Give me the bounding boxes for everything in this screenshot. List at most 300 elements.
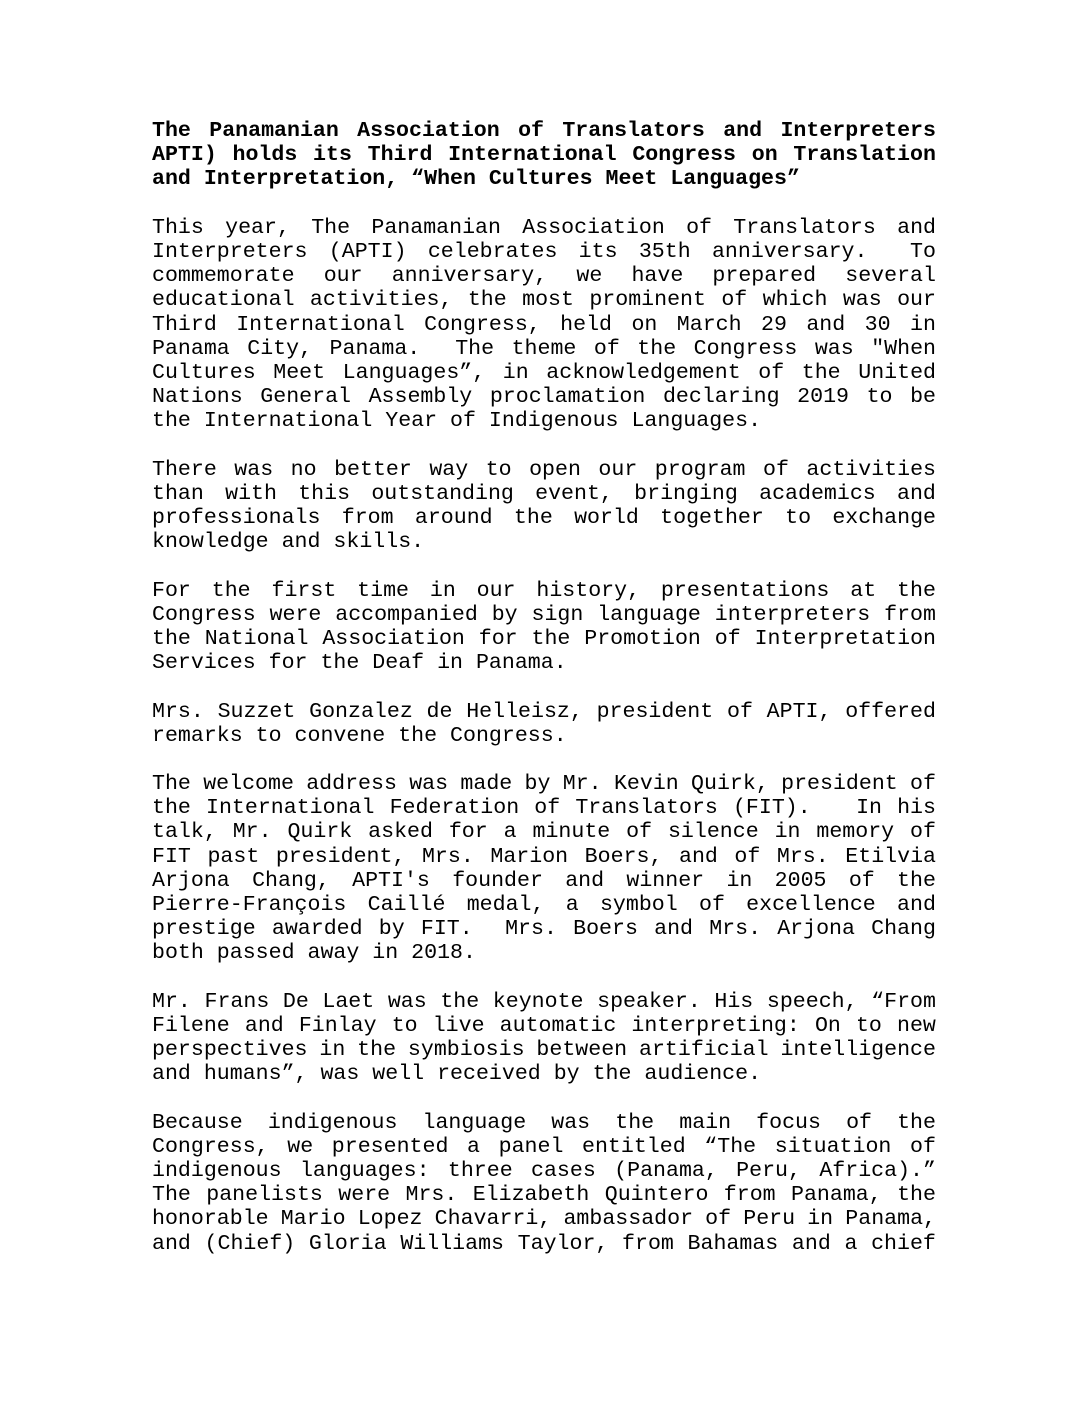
word: of [848, 868, 875, 893]
word: The [152, 1183, 191, 1208]
word: and [152, 1231, 191, 1256]
word: academics [759, 481, 876, 506]
word: Quirk [287, 820, 353, 845]
text-line [152, 216, 936, 240]
word: president [596, 699, 714, 724]
word: of [698, 893, 725, 917]
word: Chang [871, 917, 936, 942]
word: the [801, 360, 841, 385]
word: Etilvia [845, 844, 936, 869]
word: outstanding [371, 481, 514, 506]
word: De [282, 989, 309, 1014]
word: Caillé [367, 893, 446, 917]
word: Translation [793, 143, 936, 168]
word: To [909, 239, 936, 264]
word: declaring [662, 385, 780, 410]
word: in [774, 820, 801, 845]
word: symbiosis [407, 1038, 525, 1063]
word: way [429, 457, 469, 482]
text-line [152, 1111, 936, 1135]
text-line: remarks to convene the Congress. [152, 723, 567, 748]
word: Pierre-François [152, 893, 347, 917]
word: Kevin [613, 772, 679, 797]
word: from [341, 506, 394, 530]
text-line [152, 506, 936, 530]
word: symbol [599, 893, 678, 917]
word: honorable [152, 1207, 269, 1232]
word: to [391, 1013, 418, 1038]
word: anniversary. [711, 239, 868, 264]
word: Boers, [584, 844, 663, 869]
word: Mr. [232, 820, 272, 845]
word: Association [322, 626, 465, 651]
text-line [152, 240, 936, 264]
word: of [593, 336, 620, 361]
word: celebrates [427, 239, 558, 264]
word: situation [774, 1134, 892, 1159]
word: Mrs. [505, 917, 557, 942]
word: of [534, 796, 561, 821]
word: Congress [693, 336, 798, 361]
word: activities [806, 457, 936, 482]
word: de [426, 699, 453, 724]
word: 2005 [774, 868, 827, 893]
word: which [762, 288, 828, 313]
word: past [207, 844, 260, 869]
text-line [152, 869, 936, 893]
word: Chavarri, [434, 1207, 552, 1232]
word: cases [531, 1159, 596, 1184]
word: and [806, 312, 846, 337]
word: Mrs. [709, 917, 762, 942]
text-line [152, 990, 936, 1014]
word: of [910, 772, 936, 797]
word: panel [498, 1134, 564, 1159]
word: with [225, 481, 277, 506]
word: between [536, 1038, 628, 1063]
word: and [791, 1231, 831, 1256]
word: 35th [638, 239, 691, 264]
text-line [152, 288, 936, 312]
word: speech, [766, 989, 858, 1014]
word: sign [531, 602, 584, 627]
word: at [850, 578, 877, 603]
text-line [152, 1183, 936, 1207]
word: welcome [203, 772, 294, 797]
word: in [502, 360, 529, 385]
word: Panamanian [209, 119, 339, 143]
word: be [910, 385, 936, 410]
word: to [785, 506, 812, 530]
word: FIT [152, 844, 191, 869]
word: professionals [152, 506, 321, 530]
word: of [910, 820, 936, 845]
word: Marion [490, 844, 569, 869]
word: language [597, 602, 701, 627]
word: anniversary, [391, 264, 548, 289]
word: of [758, 360, 785, 385]
word: Mrs. [421, 844, 474, 869]
word: Third [367, 143, 433, 168]
paragraph [152, 990, 936, 1087]
word: Boers [573, 917, 638, 942]
word: For [152, 578, 191, 603]
word: commemorate [152, 264, 295, 289]
word: On [814, 1013, 841, 1038]
text-line [152, 796, 936, 820]
word: The [152, 119, 191, 143]
word: Bahamas [687, 1231, 779, 1256]
word: our [476, 578, 516, 603]
word: excellence [746, 893, 876, 917]
word: in [726, 868, 753, 893]
word: of [910, 1134, 936, 1159]
word: Mr. [152, 989, 191, 1014]
word: Africa).” [819, 1159, 936, 1184]
word: silence [667, 820, 759, 845]
word: Congress [152, 602, 256, 627]
word: languages: [299, 1159, 430, 1184]
word: asked [368, 820, 433, 845]
word: and [897, 215, 936, 240]
word: City, [247, 336, 313, 361]
word: on [631, 312, 658, 337]
word: APTI's [352, 868, 430, 893]
word: language [422, 1110, 527, 1135]
word: was [387, 989, 427, 1014]
word: for [448, 820, 488, 845]
paragraph [152, 772, 936, 966]
word: prepared [712, 264, 817, 289]
title-line [152, 143, 936, 167]
word: president, [275, 844, 406, 869]
word: Federation [389, 796, 520, 821]
paragraph [152, 700, 936, 748]
text-line [152, 264, 936, 288]
word: This [152, 215, 204, 240]
word: Panama. [329, 336, 421, 361]
paragraph [152, 1111, 936, 1256]
word: of [714, 626, 741, 651]
word: together [660, 506, 764, 530]
word: the [152, 796, 191, 821]
word: the [440, 989, 480, 1014]
word: to [485, 457, 512, 482]
word: speaker. [597, 989, 701, 1014]
word: interpreting: [631, 1013, 800, 1038]
word: of [518, 119, 544, 143]
word: Elizabeth [472, 1183, 590, 1208]
word: founder [452, 868, 543, 893]
word: three [447, 1159, 513, 1184]
word: Panama, [791, 1183, 882, 1208]
word: of [705, 1207, 732, 1232]
word: The [152, 772, 191, 797]
text-line: both passed away in 2018. [152, 941, 476, 966]
word: “The [704, 1134, 757, 1159]
word: prominent [589, 288, 706, 313]
word: around [414, 506, 493, 530]
text-line: the International Year of Indigenous Languages. [152, 409, 762, 434]
word: was [814, 336, 854, 361]
word: Mr. [562, 772, 602, 797]
word: In [856, 796, 882, 821]
word: Congress, [424, 312, 541, 337]
word: Arjona [152, 868, 230, 893]
word: the [897, 1183, 936, 1208]
word: a [844, 1231, 858, 1256]
word: keynote [492, 989, 584, 1014]
word: by [378, 917, 405, 942]
word: was [234, 457, 274, 482]
word: Meet [273, 360, 326, 385]
title-line: and Interpretation, “When Cultures Meet Languages” [152, 167, 800, 192]
word: bringing [634, 481, 738, 506]
word: of [726, 699, 753, 724]
text-line [152, 1207, 936, 1231]
word: His [714, 989, 754, 1014]
word: Quirk, [691, 772, 769, 797]
word: the [897, 868, 936, 893]
word: talk, [152, 820, 217, 845]
word: indigenous [267, 1110, 398, 1135]
word: of [763, 457, 789, 482]
word: Assembly [368, 385, 473, 410]
word: holds [232, 143, 298, 168]
text-line [152, 458, 936, 482]
word: Translators [562, 119, 705, 143]
word: Peru, [736, 1159, 801, 1184]
word: and [897, 893, 936, 917]
word: Languages”, [342, 360, 486, 385]
word: the [513, 506, 553, 530]
word: event, [535, 481, 613, 506]
word: a [565, 893, 579, 917]
word: and [565, 868, 605, 893]
word: was [409, 772, 449, 797]
word: in [429, 578, 456, 603]
word: held [560, 312, 613, 337]
word: a [467, 1134, 480, 1159]
word: our [323, 264, 363, 289]
word: Laet [322, 989, 375, 1014]
word: Congress, [152, 1134, 269, 1159]
word: (FIT). [732, 796, 811, 821]
word: indigenous [152, 1159, 282, 1184]
word: Gloria [308, 1231, 387, 1256]
word: focus [756, 1110, 821, 1135]
word: educational [152, 288, 295, 313]
word: Association [522, 215, 665, 240]
word: acknowledgement [546, 360, 741, 385]
text-line [152, 579, 936, 603]
text-line [152, 1014, 936, 1038]
word: intelligence [780, 1038, 936, 1063]
word: panelists [206, 1183, 323, 1208]
word: Taylor, [517, 1231, 609, 1256]
word: “From [871, 989, 936, 1014]
word: Nations [152, 385, 243, 410]
word: automatic [499, 1013, 617, 1038]
word: of [721, 288, 748, 313]
word: Quintero [604, 1183, 709, 1208]
word: offered [845, 699, 936, 724]
text-line [152, 893, 936, 917]
word: this [298, 481, 351, 506]
word: was [842, 288, 882, 313]
word: There [152, 457, 217, 482]
text-line [152, 820, 936, 844]
word: The [311, 215, 351, 240]
word: APTI, [766, 699, 832, 724]
word: theme [511, 336, 577, 361]
word: made [460, 772, 513, 797]
word: of [626, 820, 653, 845]
word: (Panama, [614, 1159, 718, 1184]
word: Panama, [845, 1207, 936, 1232]
word: Peru [743, 1207, 796, 1232]
word: world [574, 506, 639, 530]
word: Panama [152, 336, 230, 361]
word: its [578, 239, 618, 264]
title-line [152, 119, 936, 143]
word: medal, [466, 893, 545, 917]
word: have [631, 264, 684, 289]
word: (APTI) [328, 239, 407, 264]
word: time [357, 578, 409, 603]
word: and [723, 119, 763, 143]
document-title [152, 119, 936, 192]
word: Interpreters [780, 119, 936, 143]
paragraph [152, 579, 936, 676]
word: Mrs. [152, 699, 204, 724]
word: new [896, 1013, 936, 1038]
word: its [313, 143, 352, 168]
word: from [622, 1231, 674, 1256]
text-line [152, 603, 936, 627]
word: Interpretation [754, 626, 936, 651]
word: entitled [582, 1134, 686, 1159]
word: FIT. [420, 917, 473, 942]
word: we [576, 264, 603, 289]
word: for [478, 626, 518, 651]
word: a [503, 820, 517, 845]
word: and [897, 481, 936, 506]
word: his [897, 796, 936, 821]
word: of [686, 215, 712, 240]
word: of [734, 844, 761, 869]
word: 2019 [797, 385, 849, 410]
word: Arjona [777, 917, 855, 942]
word: Filene [152, 1013, 230, 1038]
word: chief [871, 1231, 936, 1256]
word: APTI) [152, 143, 217, 168]
word: Association [357, 119, 500, 143]
word: presented [331, 1134, 449, 1159]
word: Mario [280, 1207, 346, 1232]
word: the [531, 626, 571, 651]
word: main [679, 1110, 732, 1135]
word: International [448, 143, 617, 168]
text-line [152, 1159, 936, 1183]
word: Chang, [252, 868, 330, 893]
word: National [204, 626, 309, 651]
text-line [152, 917, 936, 941]
word: year, [225, 215, 290, 240]
word: in [807, 1207, 834, 1232]
word: to [855, 1013, 882, 1038]
text-line [152, 627, 936, 651]
word: and [654, 917, 693, 942]
word: winner [626, 868, 705, 893]
word: several [845, 264, 936, 289]
word: were [269, 602, 322, 627]
word: open [529, 457, 581, 482]
word: in [910, 312, 936, 337]
word: address [306, 772, 397, 797]
text-line [152, 482, 936, 506]
word: Because [152, 1110, 243, 1135]
word: from [884, 602, 936, 627]
word: presentations [660, 578, 830, 603]
word: we [287, 1134, 314, 1159]
word: minute [532, 820, 611, 845]
word: March [676, 312, 742, 337]
word: our [598, 457, 638, 482]
word: and [244, 1013, 284, 1038]
word: Lopez [357, 1207, 423, 1232]
word: awarded [271, 917, 363, 942]
word: exchange [832, 506, 936, 530]
text-line [152, 700, 936, 724]
text-line: and humans”, was well received by the audience. [152, 1062, 762, 1087]
text-line [152, 845, 936, 869]
text-line [152, 337, 936, 361]
word: by [524, 772, 551, 797]
word: our [897, 288, 936, 313]
word: was [551, 1110, 591, 1135]
word: program [654, 457, 746, 482]
word: 30 [864, 312, 891, 337]
word: the [897, 578, 936, 603]
word: the [897, 1110, 936, 1135]
word: Suzzet [217, 699, 296, 724]
word: live [432, 1013, 485, 1038]
word: proclamation [489, 385, 646, 410]
word: and [678, 844, 718, 869]
word: Third [152, 312, 217, 337]
word: first [271, 578, 337, 603]
word: United [858, 360, 936, 385]
word: "When [871, 336, 936, 361]
document-content [152, 119, 936, 1256]
word: ambassador [563, 1207, 694, 1232]
word: on [751, 143, 778, 168]
word: 29 [761, 312, 787, 337]
text-line: knowledge and skills. [152, 530, 425, 555]
word: prestige [152, 917, 256, 942]
word: activities, [309, 288, 453, 313]
paragraph [152, 458, 936, 555]
word: memory [816, 820, 895, 845]
title-block [152, 119, 936, 192]
text-line: Services for the Deaf in Panama. [152, 651, 567, 676]
word: perspectives [152, 1038, 308, 1063]
word: Promotion [584, 626, 701, 651]
text-line [152, 313, 936, 337]
word: International [236, 312, 405, 337]
text-line [152, 1135, 936, 1159]
